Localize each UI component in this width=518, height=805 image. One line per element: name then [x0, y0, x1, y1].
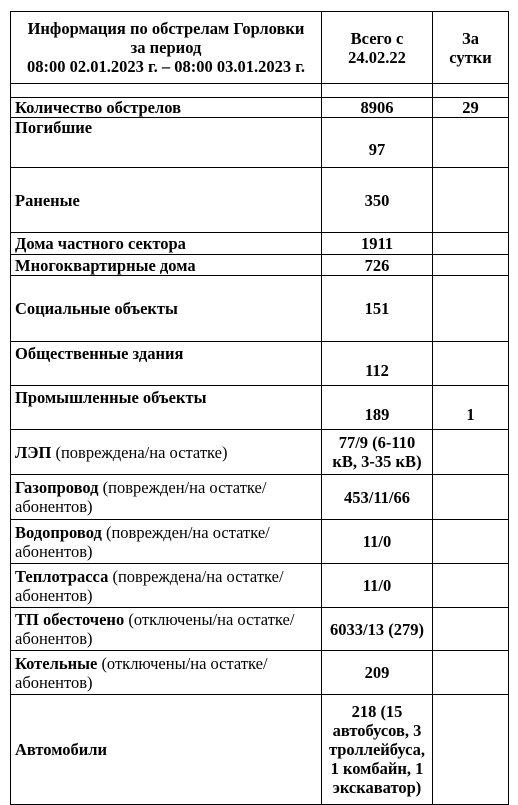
row-total: 97	[322, 118, 433, 168]
report-title-line: Информация по обстрелам Горловки	[27, 19, 305, 38]
row-total: 350	[322, 168, 433, 233]
table-row	[11, 564, 509, 608]
row-total: 218 (15 автобусов, 3 троллейбуса, 1 комбайн, 1 экскаватор)	[322, 695, 433, 805]
row-day	[433, 695, 509, 805]
table-row	[11, 118, 509, 168]
row-total: 77/9 (6-110 кВ, 3-35 кВ)	[322, 430, 433, 475]
row-day	[433, 118, 509, 168]
row-day	[433, 276, 509, 342]
row-day	[433, 651, 509, 695]
row-total: 209	[322, 651, 433, 695]
row-day	[433, 255, 509, 276]
row-label: Теплотрасса	[15, 566, 109, 586]
row-label: Социальные объекты	[11, 276, 322, 342]
row-label: Водопровод	[15, 522, 102, 542]
row-label: Многоквартирные дома	[11, 255, 322, 276]
row-note: (поврежден/на остатке/абонентов)	[15, 478, 267, 516]
row-label: Дома частного сектора	[11, 233, 322, 255]
row-total: 6033/13 (279)	[322, 608, 433, 651]
table-row	[11, 255, 509, 276]
column-header-total: Всего с 24.02.22	[322, 12, 433, 84]
shelling-report-table	[10, 11, 509, 805]
row-label-cell	[11, 608, 322, 651]
row-note: (поврежден/на остатке/абонентов)	[15, 522, 270, 561]
row-total: 189	[322, 386, 433, 430]
table-spacer-row	[11, 84, 509, 98]
row-total: 151	[322, 276, 433, 342]
column-header-day: За сутки	[433, 12, 509, 84]
table-row	[11, 386, 509, 430]
row-label-cell	[11, 430, 322, 475]
row-label-cell	[11, 651, 322, 695]
row-day	[433, 520, 509, 564]
row-day	[433, 233, 509, 255]
row-total: 8906	[322, 98, 433, 118]
table-row	[11, 430, 509, 475]
row-label: Промышленные объекты	[11, 386, 322, 430]
row-day	[433, 168, 509, 233]
report-title-line: 08:00 02.01.2023 г. – 08:00 03.01.2023 г.	[26, 57, 305, 76]
table-row	[11, 233, 509, 255]
row-day: 1	[433, 386, 509, 430]
row-label: Автомобили	[11, 695, 322, 805]
row-total: 453/11/66	[322, 475, 433, 520]
row-total: 11/0	[322, 564, 433, 608]
table-row	[11, 276, 509, 342]
report-title	[11, 12, 322, 84]
row-label: Общественные здания	[11, 342, 322, 386]
row-label: ТП обесточено	[15, 610, 125, 629]
row-total: 1911	[322, 233, 433, 255]
row-label: Погибшие	[11, 118, 322, 168]
row-label: Раненые	[11, 168, 322, 233]
row-label-cell	[11, 520, 322, 564]
row-day	[433, 608, 509, 651]
row-note: (отключены/на остатке/абонентов)	[15, 610, 295, 648]
row-label: Котельные	[15, 653, 98, 673]
row-label: ЛЭП	[15, 442, 52, 462]
row-note: (отключены/на остатке/абонентов)	[15, 653, 268, 692]
row-note: (повреждена/на остатке/абонентов)	[15, 566, 284, 605]
table-row	[11, 520, 509, 564]
table-row	[11, 168, 509, 233]
row-label-cell	[11, 475, 322, 520]
row-total: 112	[322, 342, 433, 386]
table-row	[11, 608, 509, 651]
row-label: Газопровод	[15, 478, 99, 497]
row-day	[433, 475, 509, 520]
row-day: 29	[433, 98, 509, 118]
table-row	[11, 651, 509, 695]
table-row	[11, 342, 509, 386]
row-day	[433, 342, 509, 386]
table-row	[11, 475, 509, 520]
row-label-cell	[11, 564, 322, 608]
row-day	[433, 564, 509, 608]
row-label: Количество обстрелов	[11, 98, 322, 118]
table-row	[11, 98, 509, 118]
report-title-line: за период	[130, 38, 202, 57]
row-total: 726	[322, 255, 433, 276]
row-note: (повреждена/на остатке)	[51, 442, 228, 462]
row-day	[433, 430, 509, 475]
row-total: 11/0	[322, 520, 433, 564]
table-row	[11, 695, 509, 805]
table-header-row	[11, 12, 509, 84]
